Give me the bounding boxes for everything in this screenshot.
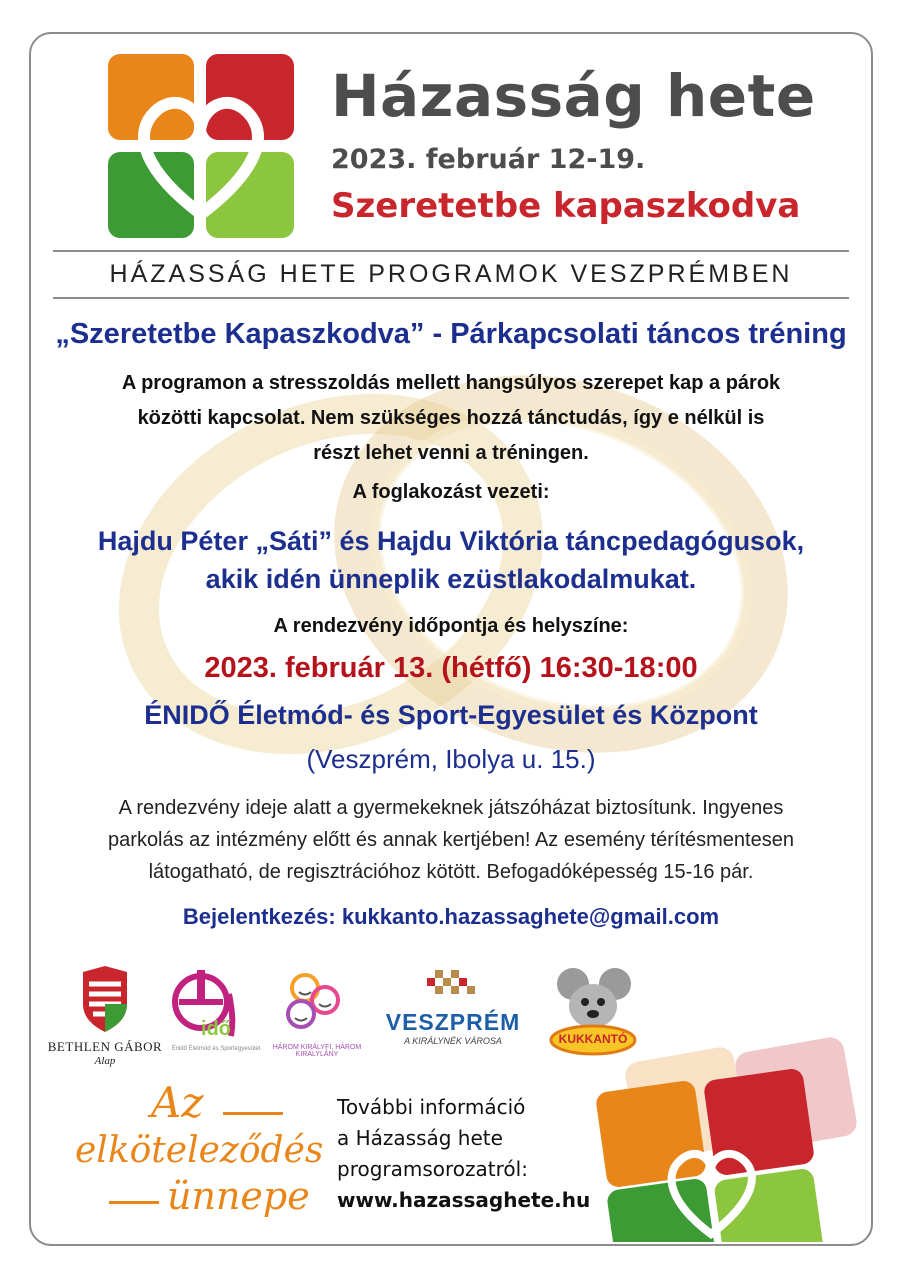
poster-frame [29, 32, 873, 1246]
section-header: HÁZASSÁG HETE PROGRAMOK VESZPRÉMBEN [109, 260, 793, 288]
info-line: parkolás az intézmény előtt és annak kertjében! Az esemény térítésmentesen [108, 829, 794, 851]
more-info-line: programsorozatról: [337, 1157, 528, 1181]
bethlen-gabor-logo [45, 964, 165, 1074]
leader-line: Hajdu Péter „Sáti” és Hajdu Viktória táncpedagógusok, [97, 526, 805, 556]
hazassag-hete-logo [108, 54, 294, 238]
event-info [41, 792, 861, 888]
harom-kiralyfi-text: HÁROM KIRÁLYFI, HÁROM KIRÁLYLÁNY [272, 1044, 362, 1058]
description-line: közötti kapcsolat. Nem szükséges hozzá tánctudás, így e nélkül is [137, 407, 765, 429]
slogan-line-2: elköteleződés [75, 1130, 324, 1171]
bethlen-shield-icon [45, 964, 165, 1034]
venue-address: (Veszprém, Ibolya u. 15.) [306, 744, 596, 774]
harom-kiralyfi-logo [267, 960, 367, 1070]
enido-subtitle: Énidő Életmód és Sportegyesület [171, 1046, 261, 1052]
website-link[interactable]: www.hazassaghete.hu [337, 1188, 591, 1212]
kukkanto-text: KUKKANTÓ [558, 1032, 628, 1046]
slogan-dash-1 [223, 1112, 283, 1115]
program-description [91, 366, 811, 471]
header-rule-bottom [53, 297, 849, 299]
veszprem-subtitle: A KIRÁLYNÉK VÁROSA [404, 1036, 502, 1046]
description-line: A programon a stresszoldás mellett hangsúlyos szerepet kap a párok [121, 372, 781, 394]
event-datetime: 2023. február 13. (hétfő) 16:30-18:00 [204, 652, 698, 684]
venue-name: ÉNIDŐ Életmód- és Sport-Egyesület és Központ [144, 700, 758, 730]
slogan-dash-2 [109, 1201, 159, 1204]
bethlen-sub: Alap [94, 1055, 116, 1067]
decorative-logo-corner [591, 1034, 869, 1242]
registration-email[interactable]: Bejelentkezés: kukkanto.hazassaghete@gmail.com [182, 904, 720, 929]
enido-logo [171, 964, 261, 1074]
enido-text: idő [201, 1018, 231, 1040]
leaders [51, 522, 851, 598]
slogan-line-3: ünnepe [167, 1174, 310, 1218]
event-date-range: 2023. február 12-19. [331, 144, 646, 175]
header-rule-top [53, 250, 849, 252]
more-info-line: További információ [337, 1095, 526, 1119]
description-line: részt lehet venni a tréningen. [313, 442, 589, 464]
logo-red-square [206, 54, 294, 140]
event-motto: Szeretetbe kapaszkodva [331, 186, 801, 226]
leader-label: A foglakozást vezeti: [352, 481, 550, 503]
time-place-label: A rendezvény időpontja és helyszíne: [273, 615, 629, 637]
more-info-line: a Házasság hete [337, 1126, 503, 1150]
slogan-line-1: Az [151, 1078, 204, 1127]
leader-line: akik idén ünneplik ezüstlakodalmukat. [205, 564, 697, 594]
bethlen-name: BETHLEN GÁBOR [47, 1039, 163, 1054]
event-title: Házasság hete [331, 62, 816, 130]
veszprem-checker-icon [383, 964, 523, 1004]
info-line: A rendezvény ideje alatt a gyermekeknek játszóházat biztosítunk. Ingyenes [118, 797, 784, 819]
veszprem-logo [383, 964, 523, 1054]
veszprem-name: VESZPRÉM [385, 1009, 521, 1035]
info-line: látogatható, de regisztrációhoz kötött. Befogadóképesség 15-16 pár. [148, 861, 754, 883]
program-title: „Szeretetbe Kapaszkodva” - Párkapcsolati táncos tréning [55, 318, 847, 350]
more-info [337, 1092, 590, 1216]
